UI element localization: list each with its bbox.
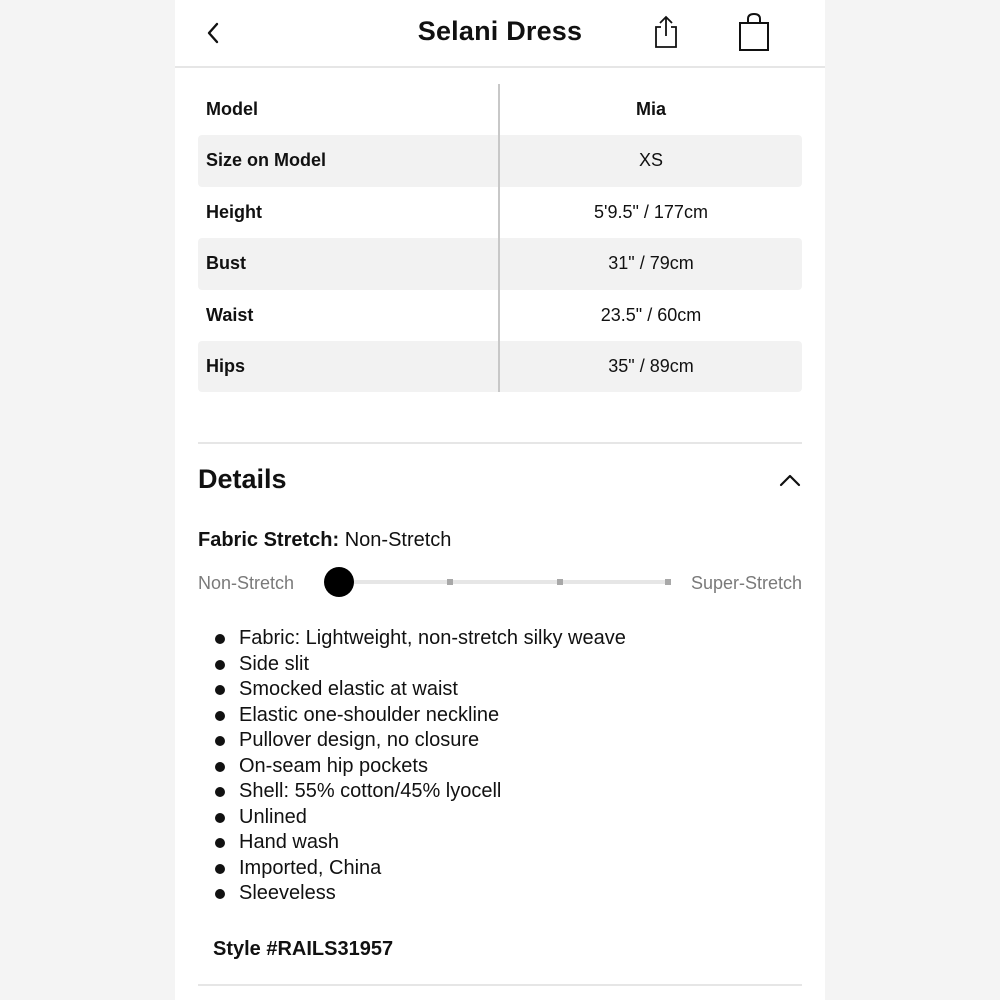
model-size-table <box>198 84 802 392</box>
row-label: Waist <box>206 304 254 325</box>
top-bar <box>175 0 825 68</box>
list-item: Hand wash <box>215 830 626 856</box>
table-row <box>198 290 802 341</box>
share-icon <box>651 14 681 50</box>
style-number: Style #RAILS31957 <box>213 938 394 960</box>
details-collapse-button[interactable] <box>777 470 803 490</box>
stretch-scale-tick <box>447 579 453 585</box>
row-label: Height <box>206 201 262 222</box>
stretch-scale-max-label: Super-Stretch <box>690 573 802 593</box>
product-page <box>175 0 825 1000</box>
list-item: Imported, China <box>215 856 626 882</box>
stretch-scale-indicator[interactable] <box>324 567 354 597</box>
stretch-scale-tick <box>557 579 563 585</box>
bottom-divider <box>198 984 802 986</box>
list-item: Unlined <box>215 805 626 831</box>
fabric-stretch-label: Fabric Stretch: <box>198 529 340 551</box>
table-column-divider <box>498 84 500 392</box>
share-button[interactable] <box>651 14 681 50</box>
list-item: Side slit <box>215 652 626 678</box>
row-label: Bust <box>206 253 246 274</box>
list-item: Shell: 55% cotton/45% lyocell <box>215 779 626 805</box>
row-label: Size on Model <box>206 150 327 171</box>
table-row <box>198 187 802 238</box>
list-item: Fabric: Lightweight, non-stretch silky weave <box>215 626 626 652</box>
stretch-scale-tick <box>665 579 671 585</box>
shopping-bag-icon <box>737 12 771 52</box>
row-value: 31" / 79cm <box>608 253 694 274</box>
shopping-bag-button[interactable] <box>737 12 771 52</box>
stretch-scale-min-label: Non-Stretch <box>198 573 295 593</box>
list-item: Pullover design, no closure <box>215 728 626 754</box>
section-divider <box>198 442 802 444</box>
table-row <box>198 84 802 135</box>
page-title: Selani Dress <box>417 16 583 46</box>
chevron-up-icon <box>777 470 803 490</box>
row-value: Mia <box>635 99 666 119</box>
details-bullet-list <box>215 626 626 907</box>
row-label: Hips <box>206 355 246 376</box>
list-item: Elastic one-shoulder neckline <box>215 703 626 729</box>
list-item: Smocked elastic at waist <box>215 677 626 703</box>
details-heading: Details <box>198 464 287 494</box>
fabric-stretch-summary <box>198 529 451 552</box>
table-row <box>198 238 802 289</box>
list-item: On-seam hip pockets <box>215 754 626 780</box>
row-label: Model <box>206 99 258 119</box>
row-value: XS <box>638 150 663 171</box>
row-value: 23.5" / 60cm <box>600 304 702 325</box>
table-row <box>198 341 802 392</box>
list-item: Sleeveless <box>215 881 626 907</box>
row-value: 5'9.5" / 177cm <box>594 201 708 222</box>
fabric-stretch-value: Non-Stretch <box>344 529 452 551</box>
stretch-scale-track[interactable] <box>339 580 671 584</box>
table-row <box>198 135 802 186</box>
row-value: 35" / 89cm <box>608 355 694 376</box>
